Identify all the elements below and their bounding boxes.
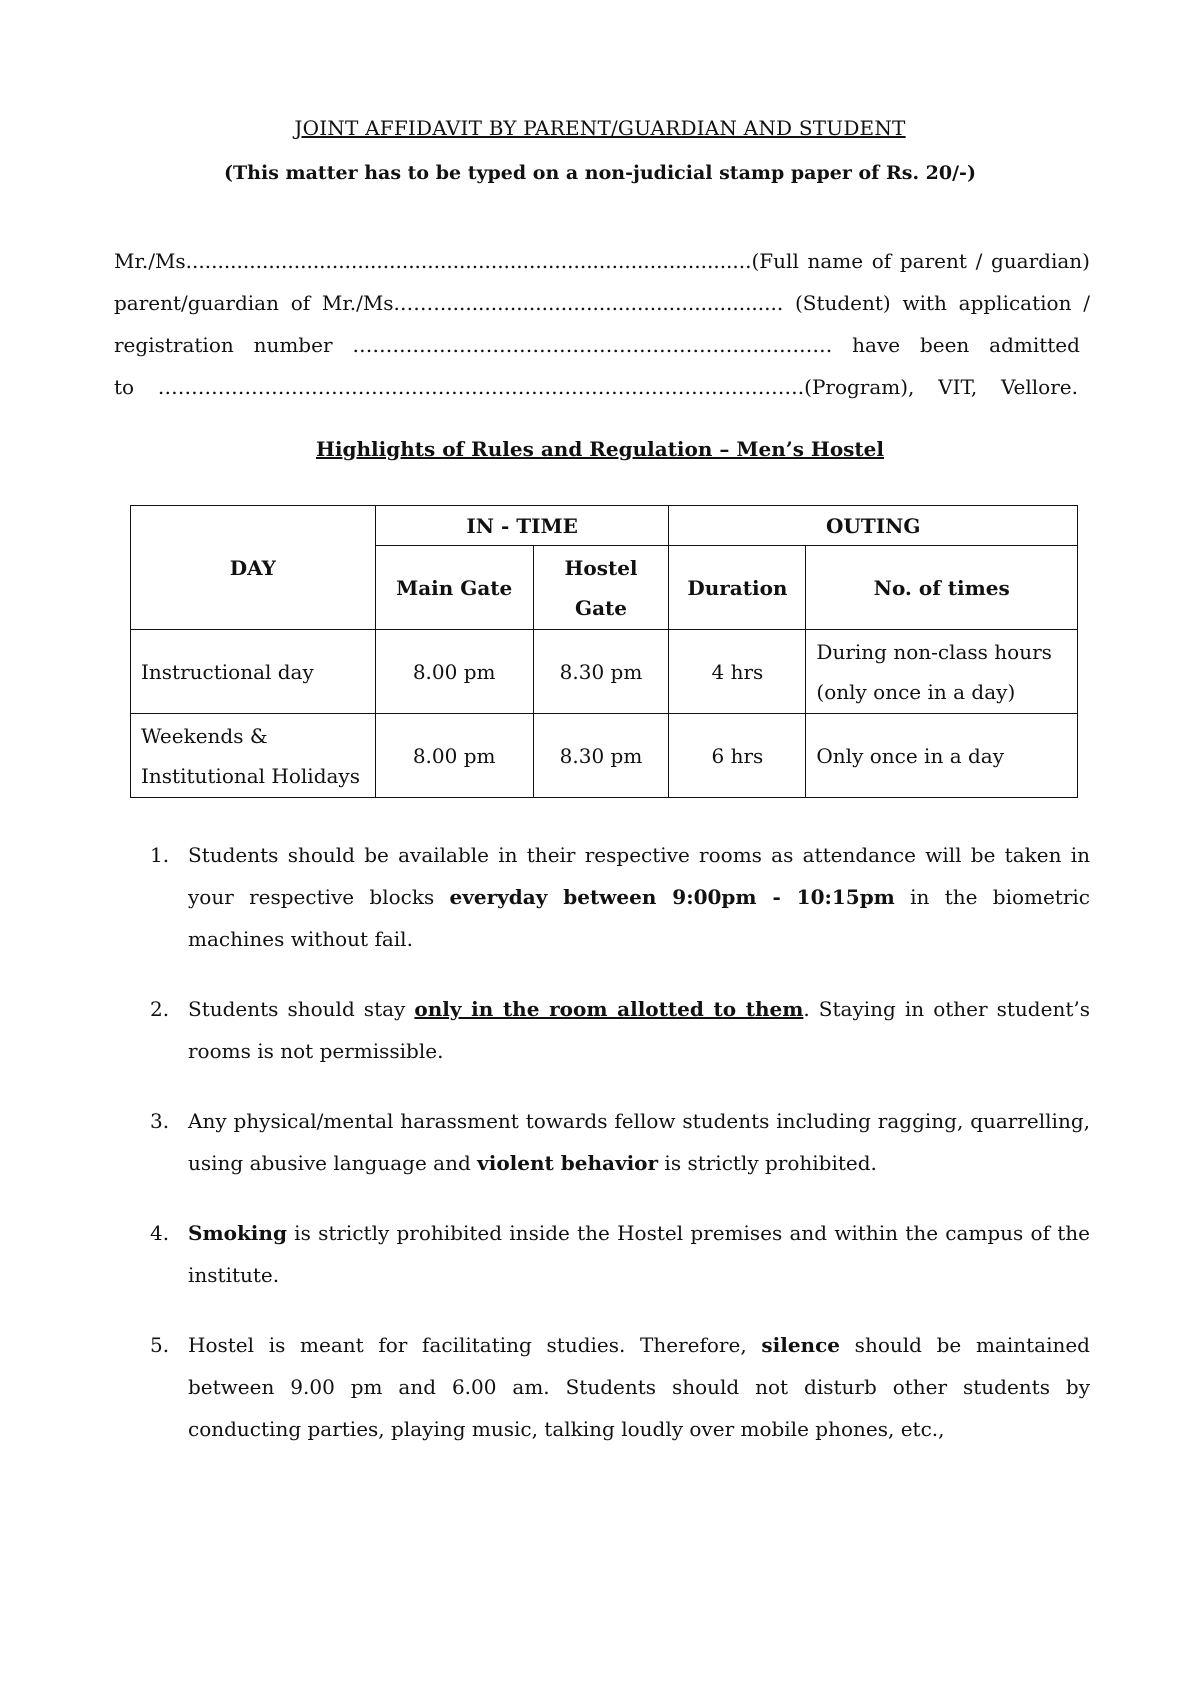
main-gate-cell: 8.00 pm xyxy=(375,630,533,714)
declaration-line-3: registration number ……………………………………………………………… have been admitted xyxy=(114,333,1080,357)
duration-header: Duration xyxy=(669,546,806,630)
hostel-gate-header: Hostel Gate xyxy=(533,546,669,630)
day-header: DAY xyxy=(131,506,376,630)
main-gate-cell: 8.00 pm xyxy=(375,714,533,798)
document-title: JOINT AFFIDAVIT BY PARENT/GUARDIAN AND STUDENT xyxy=(294,116,906,140)
list-item: 3. Any physical/mental harassment towards fellow students including ragging, quarrelling, using abusive language and violent behavior is strictly prohibited. xyxy=(150,1109,1090,1175)
outing-header: OUTING xyxy=(669,506,1078,546)
list-item: 5. Hostel is meant for facilitating studies. Therefore, silence should be maintained between 9.00 pm and 6.00 am. Students should not disturb other students by conducting parties, playing music, talking loudly over mobile phones, etc., xyxy=(150,1333,1090,1441)
main-gate-header: Main Gate xyxy=(375,546,533,630)
times-header: No. of times xyxy=(806,546,1078,630)
hostel-gate-cell: 8.30 pm xyxy=(533,630,669,714)
hostel-gate-cell: 8.30 pm xyxy=(533,714,669,798)
list-item: 1. Students should be available in their respective rooms as attendance will be taken in your respective blocks everyday between 9:00pm - 10:15pm in the biometric machines without fail. xyxy=(150,843,1090,951)
declaration-paragraph xyxy=(114,240,1090,408)
table-header-row xyxy=(131,506,1078,546)
rules-list xyxy=(150,834,1090,1450)
duration-cell: 6 hrs xyxy=(669,714,806,798)
declaration-line-4: to …………………………………………………………………………………….(Program), VIT, Vellore. xyxy=(114,375,1078,399)
list-item: 4. Smoking is strictly prohibited inside the Hostel premises and within the campus of the institute. xyxy=(150,1221,1090,1287)
declaration-line-1: Mr./Ms.........................................................................................(Full name of parent / guardian) xyxy=(114,249,1090,273)
day-cell: Instructional day xyxy=(131,630,376,714)
duration-cell: 4 hrs xyxy=(669,630,806,714)
table-row xyxy=(131,630,1078,714)
times-cell: During non-class hours (only once in a day) xyxy=(806,630,1078,714)
times-cell: Only once in a day xyxy=(806,714,1078,798)
section-heading: Highlights of Rules and Regulation – Men’s Hostel xyxy=(316,437,884,461)
list-item: 2. Students should stay only in the room allotted to them. Staying in other student’s rooms is not permissible. xyxy=(150,997,1090,1063)
in-time-header: IN - TIME xyxy=(375,506,669,546)
day-cell: Weekends & Institutional Holidays xyxy=(131,714,376,798)
table-row xyxy=(131,714,1078,798)
document-subtitle: (This matter has to be typed on a non-judicial stamp paper of Rs. 20/-) xyxy=(224,162,976,184)
hostel-timings-table xyxy=(130,505,1078,798)
declaration-line-2: parent/guardian of Mr./Ms.……...................................................... (Student) with application / xyxy=(114,291,1090,315)
